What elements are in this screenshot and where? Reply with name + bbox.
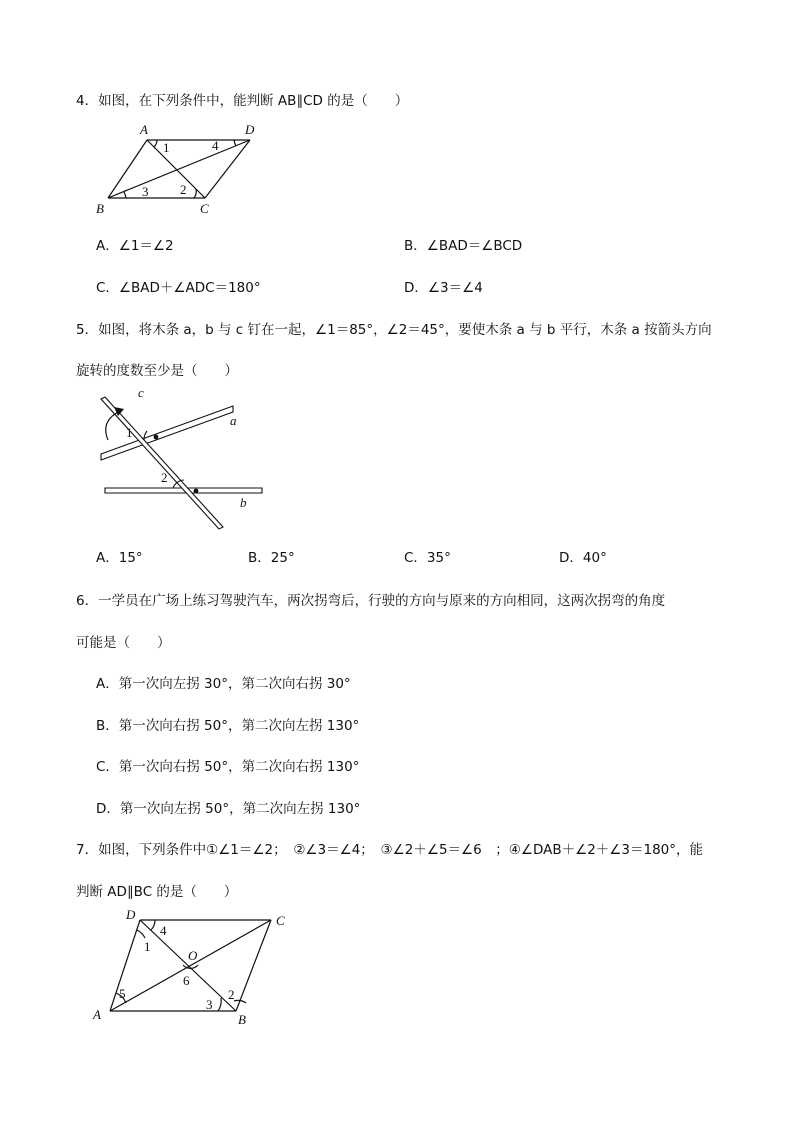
q5-option-a[interactable]: A．15° <box>96 550 143 566</box>
q4-option-c[interactable]: C．∠BAD＋∠ADC＝180° <box>96 280 261 296</box>
q5-figure <box>90 385 280 535</box>
q5-stem-line2: 旋转的度数至少是（ ） <box>76 363 238 379</box>
q5-angle-2: 2 <box>161 470 168 485</box>
q6-stem-line2: 可能是（ ） <box>76 635 171 651</box>
q7-figure <box>88 905 298 1030</box>
q4-option-b[interactable]: B．∠BAD＝∠BCD <box>404 238 523 254</box>
q4-angle-4: 4 <box>212 138 219 153</box>
q7-angle-5: 5 <box>119 986 126 1001</box>
q4-label-d: D <box>245 122 255 137</box>
q7-angle-6: 6 <box>183 973 190 988</box>
q5-label-a: a <box>230 413 237 428</box>
q7-label-a: A <box>93 1007 101 1022</box>
q7-angle-4: 4 <box>160 923 167 938</box>
q6-option-d[interactable]: D．第一次向左拐 50°，第二次向左拐 130° <box>96 801 361 817</box>
q4-angle-2: 2 <box>180 182 187 197</box>
q7-angle-2: 2 <box>228 987 235 1002</box>
q5-option-c[interactable]: C．35° <box>404 550 451 566</box>
q4-angle-3: 3 <box>142 184 149 199</box>
q6-option-c[interactable]: C．第一次向右拐 50°，第二次向右拐 130° <box>96 759 360 775</box>
q4-angle-1: 1 <box>163 140 170 155</box>
q4-label-b: B <box>96 201 104 216</box>
q7-label-d: D <box>126 907 136 922</box>
q5-stem-line1: 5．如图，将木条 a，b 与 c 钉在一起，∠1＝85°，∠2＝45°，要使木条 a 与 b 平行，木条 a 按箭头方向 <box>76 322 712 338</box>
q4-stem: 4．如图，在下列条件中，能判断 AB∥CD 的是（ ） <box>76 93 409 109</box>
q7-label-b: B <box>238 1012 246 1027</box>
q5-angle-1: 1 <box>126 425 133 440</box>
q6-option-b[interactable]: B．第一次向右拐 50°，第二次向左拐 130° <box>96 718 360 734</box>
q4-option-a[interactable]: A．∠1＝∠2 <box>96 238 174 254</box>
q7-stem-line1: 7．如图，下列条件中①∠1＝∠2； ②∠3＝∠4； ③∠2＋∠5＝∠6 ；④∠DAB＋∠2＋∠3＝180°，能 <box>76 842 703 858</box>
q5-label-c: c <box>138 385 144 400</box>
q5-label-b: b <box>240 495 247 510</box>
q4-label-c: C <box>200 201 209 216</box>
q6-stem-line1: 6．一学员在广场上练习驾驶汽车，两次拐弯后，行驶的方向与原来的方向相同，这两次拐弯的角度 <box>76 593 666 609</box>
q4-figure <box>90 120 265 220</box>
q7-label-o: O <box>188 948 198 963</box>
q7-angle-1: 1 <box>144 939 151 954</box>
q4-option-d[interactable]: D．∠3＝∠4 <box>404 280 483 296</box>
q5-option-d[interactable]: D．40° <box>559 550 607 566</box>
q6-option-a[interactable]: A．第一次向左拐 30°，第二次向右拐 30° <box>96 676 351 692</box>
q7-stem-line2: 判断 AD∥BC 的是（ ） <box>76 884 238 900</box>
q5-option-b[interactable]: B．25° <box>248 550 295 566</box>
q4-label-a: A <box>140 122 148 137</box>
q7-angle-3: 3 <box>206 997 213 1012</box>
q7-label-c: C <box>276 913 285 928</box>
